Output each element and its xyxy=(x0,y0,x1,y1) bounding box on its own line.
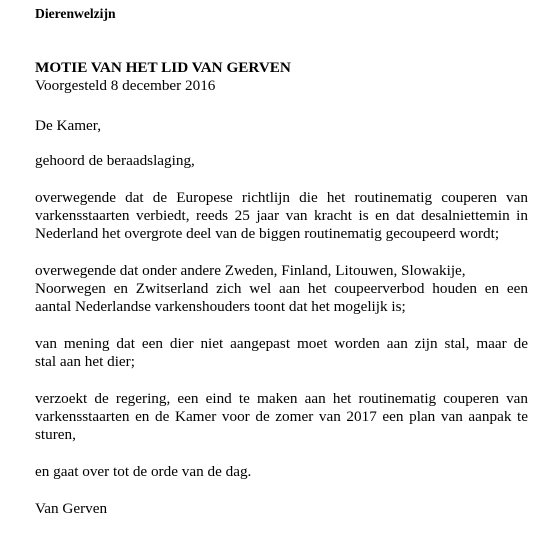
closing-clause: en gaat over tot de orde van de dag. xyxy=(35,463,252,480)
considering-1-line-1: overwegende dat de Europese richtlijn die het routinematig couperen van xyxy=(35,189,528,206)
request-line-1: verzoekt de regering, een eind te maken aan het routinematig couperen van xyxy=(35,390,528,407)
proposed-date: Voorgesteld 8 december 2016 xyxy=(35,77,216,94)
considering-1-line-3: Nederland het overgrote deel van de biggen routinematig gecoupeerd wordt; xyxy=(35,225,500,242)
considering-2-line-2: Noorwegen en Zwitserland zich wel aan het coupeerverbod houden en een xyxy=(35,280,528,297)
heard-clause: gehoord de beraadslaging, xyxy=(35,152,195,169)
opinion-line-2: stal aan het dier; xyxy=(35,353,135,370)
request-line-3: sturen, xyxy=(35,426,76,443)
considering-2-line-1: overwegende dat onder andere Zweden, Finland, Litouwen, Slowakije, xyxy=(35,262,466,279)
category-heading: Dierenwelzijn xyxy=(35,6,116,21)
request-line-2: varkensstaarten en de Kamer voor de zomer van 2017 een plan van aanpak te xyxy=(35,408,528,425)
signature: Van Gerven xyxy=(35,500,108,517)
opinion-line-1: van mening dat een dier niet aangepast moet worden aan zijn stal, maar de xyxy=(35,335,528,352)
motion-title: MOTIE VAN HET LID VAN GERVEN xyxy=(35,59,291,76)
considering-1-line-2: varkensstaarten verbiedt, reeds 25 jaar van kracht is en dat desalniettemin in xyxy=(35,207,528,224)
considering-2-line-3: aantal Nederlandse varkenshouders toont dat het mogelijk is; xyxy=(35,298,406,315)
addressee: De Kamer, xyxy=(35,117,102,134)
